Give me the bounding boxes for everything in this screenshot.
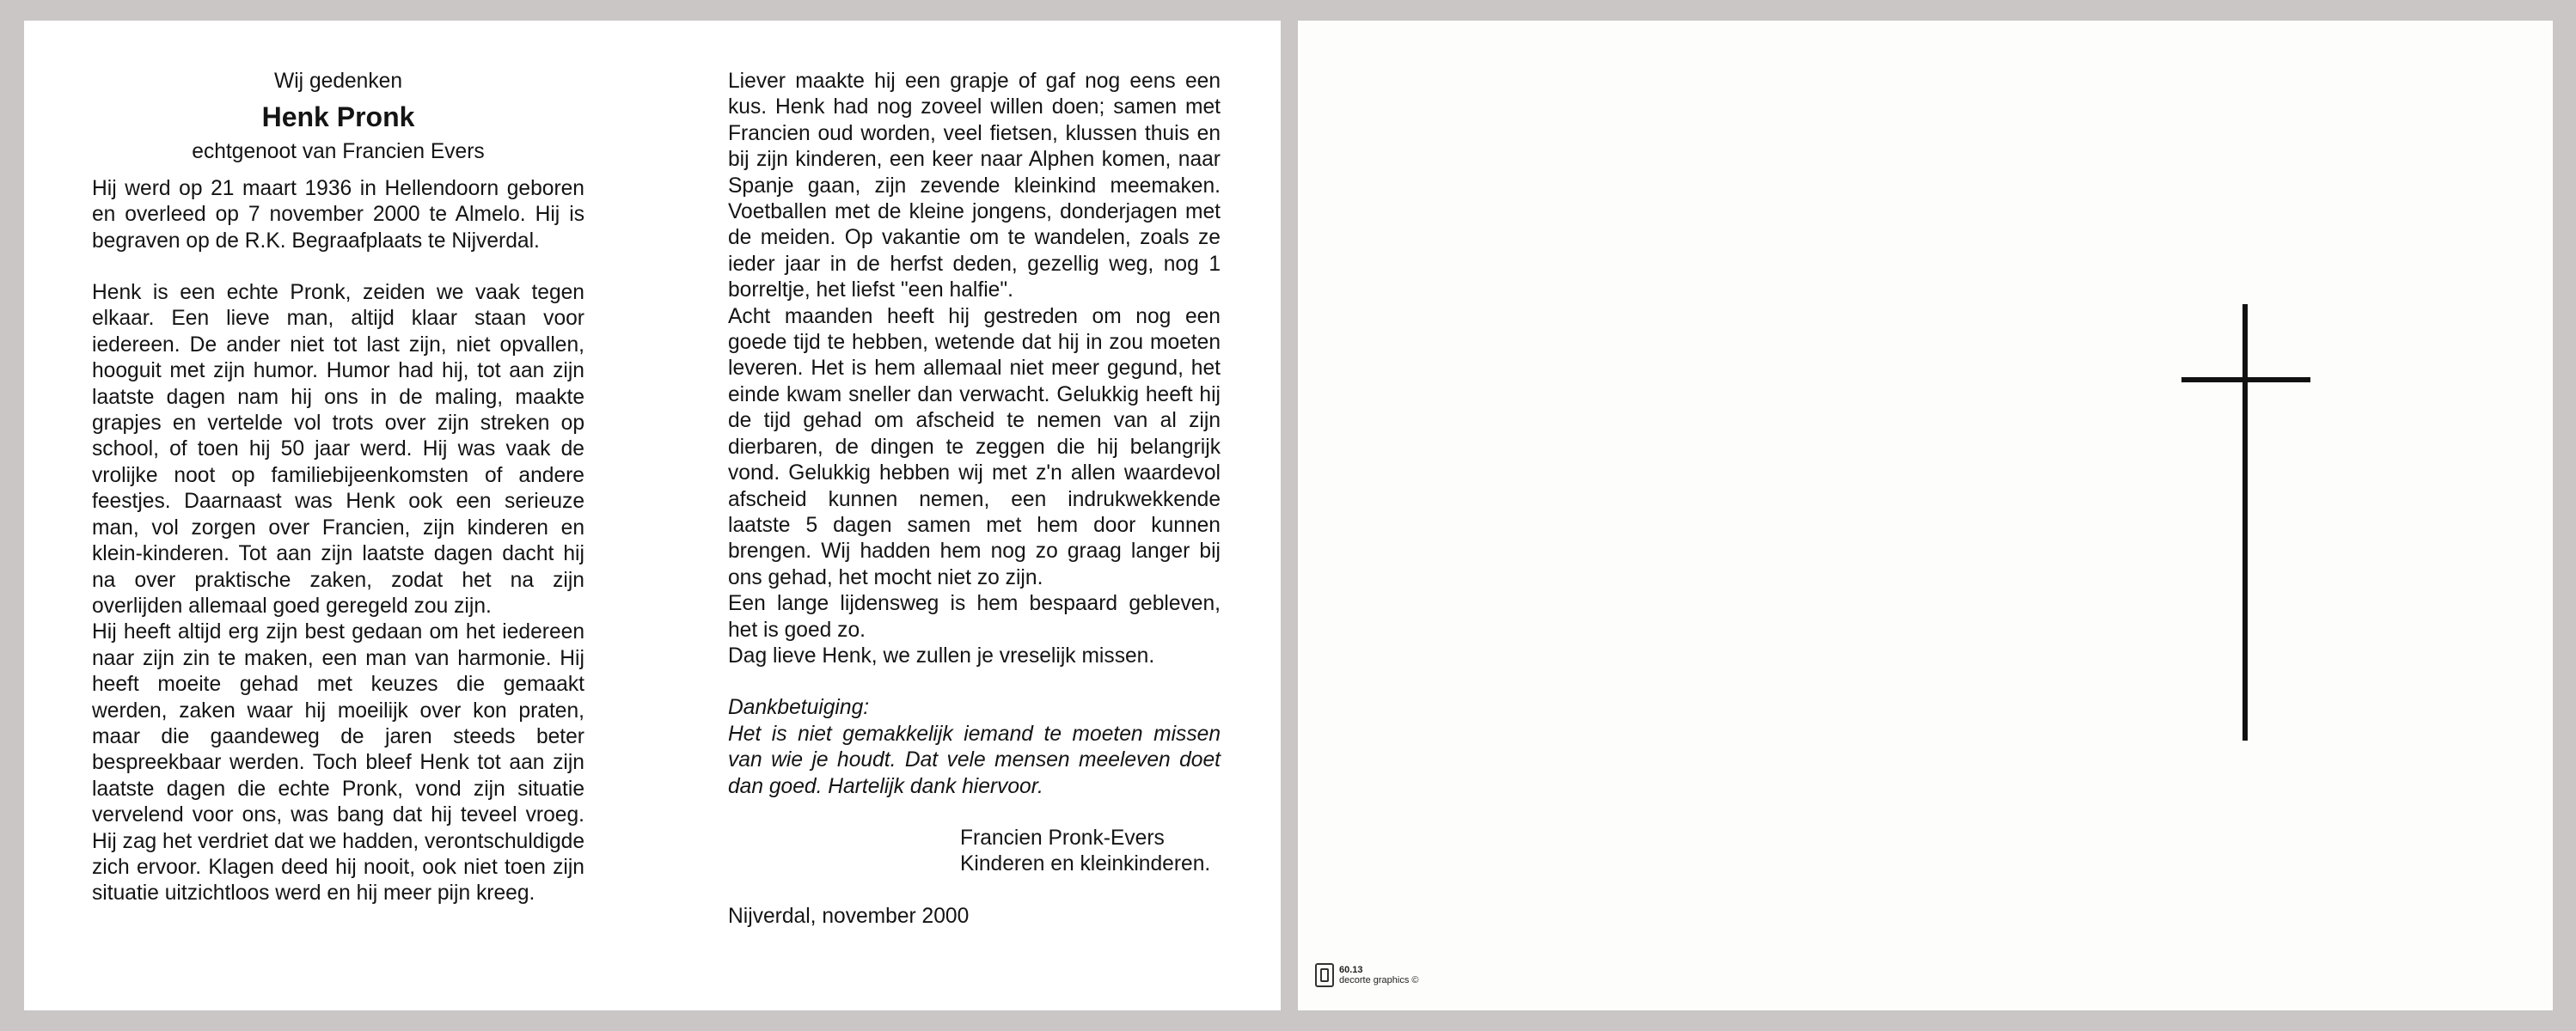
printer-name: decorte graphics ©	[1339, 975, 1419, 985]
thanks-heading: Dankbetuiging:	[728, 696, 870, 720]
thanks-text: Het is niet gemakkelijk iemand te moeten missen van wie je houdt. Dat vele mensen meeleven doet dan goed. Hartelijk dank hiervoor.	[728, 722, 1221, 798]
paragraph-character: Henk is een echte Pronk, zeiden we vaak tegen elkaar. Een lieve man, altijd klaar staan voor iedereen. De ander niet tot last zijn, niet opvallen, hooguit met zijn humor. Humor had hij, tot aan zijn laatste dagen nam hij ons in de maling, maakte grapjes en vertelde vol trots over zijn streken op school, of toen hij 50 jaar werd. Hij was vaak de vrolijke noot op familiebijeenkomsten of andere feestjes. Daarnaast was Henk ook een serieuze man, vol zorgen over Francien, zijn kinderen en klein-kinderen. Tot aan zijn laatste dagen dacht hij na over praktische zaken, zodat het na zijn overlijden allemaal goed geregeld zou zijn.	[92, 281, 584, 618]
card-cover-page	[1298, 21, 2553, 1010]
printer-mark	[1315, 963, 1419, 987]
subtitle-spouse: echtgenoot van Francien Evers	[192, 140, 485, 164]
intro-line: Wij gedenken	[273, 70, 402, 93]
paragraph-birth-death: Hij werd op 21 maart 1936 in Hellendoorn geboren en overleed op 7 november 2000 te Almelo. Hij is begraven op de R.K. Begraafplaats te Nijverdal.	[92, 176, 584, 253]
text-column-right	[728, 69, 1221, 930]
signature-line-2: Kinderen en kleinkinderen.	[960, 852, 1211, 876]
paragraph-wishes: Liever maakte hij een grapje of gaf nog eens een kus. Henk had nog zoveel willen doen; samen met Francien oud worden, veel fietsen, klussen thuis en bij zijn kinderen, een keer naar Alphen komen, naar Spanje gaan, zijn zevende kleinkind meemaken. Voetballen met de kleine jongens, donderjagen met de meiden. Op vakantie om te wandelen, zoals ze ieder jaar in de herfst deden, gezellig weg, nog 1 borreltje, het liefst "een halfie".	[728, 70, 1221, 302]
deceased-name: Henk Pronk	[261, 101, 415, 133]
place-date: Nijverdal, november 2000	[728, 904, 970, 928]
text-column-left	[92, 69, 584, 907]
paragraph-harmony: Hij heeft altijd erg zijn best gedaan om het iedereen naar zijn zin te maken, een man van harmonie. Hij heeft moeite gehad met keuzes die gemaakt werden, zaken waar hij moeilijk over kon praten, maar die gaandeweg de jaren steeds beter bespreekbaar werden. Toch bleef Henk tot aan zijn laatste dagen die echte Pronk, vond zijn situatie vervelend voor ons, was bang dat hij teveel vroeg. Hij zag het verdriet dat we hadden, verontschuldigde zich ervoor. Klagen deed hij nooit, ook niet toen zijn situatie uitzichtloos werd en hij meer pijn kreeg.	[92, 620, 584, 906]
card-inner-text-page	[24, 21, 1281, 1010]
cross-horizontal-bar	[2181, 377, 2310, 382]
signature-line-1: Francien Pronk-Evers	[960, 826, 1165, 850]
printer-code: 60.13	[1339, 965, 1363, 975]
printer-logo-icon	[1315, 963, 1334, 987]
paragraph-struggle: Acht maanden heeft hij gestreden om nog een goede tijd te hebben, wetende dat hij in zou moeten leveren. Het is hem allemaal niet meer gegund, het einde kwam sneller dan verwacht. Gelukkig heeft hij de tijd gehad om afscheid te nemen van al zijn dierbaren, de dingen te zeggen die hij belangrijk vond. Gelukkig hebben wij met z'n allen waardevol afscheid kunnen nemen, een indrukwekkende laatste 5 dagen samen met hem door kunnen brengen. Wij hadden hem nog zo graag langer bij ons gehad, het mocht niet zo zijn.	[728, 304, 1221, 589]
paragraph-suffering: Een lange lijdensweg is hem bespaard gebleven, het is goed zo.	[728, 592, 1221, 642]
paragraph-farewell: Dag lieve Henk, we zullen je vreselijk missen.	[728, 644, 1155, 668]
cross-vertical-bar	[2243, 304, 2248, 741]
